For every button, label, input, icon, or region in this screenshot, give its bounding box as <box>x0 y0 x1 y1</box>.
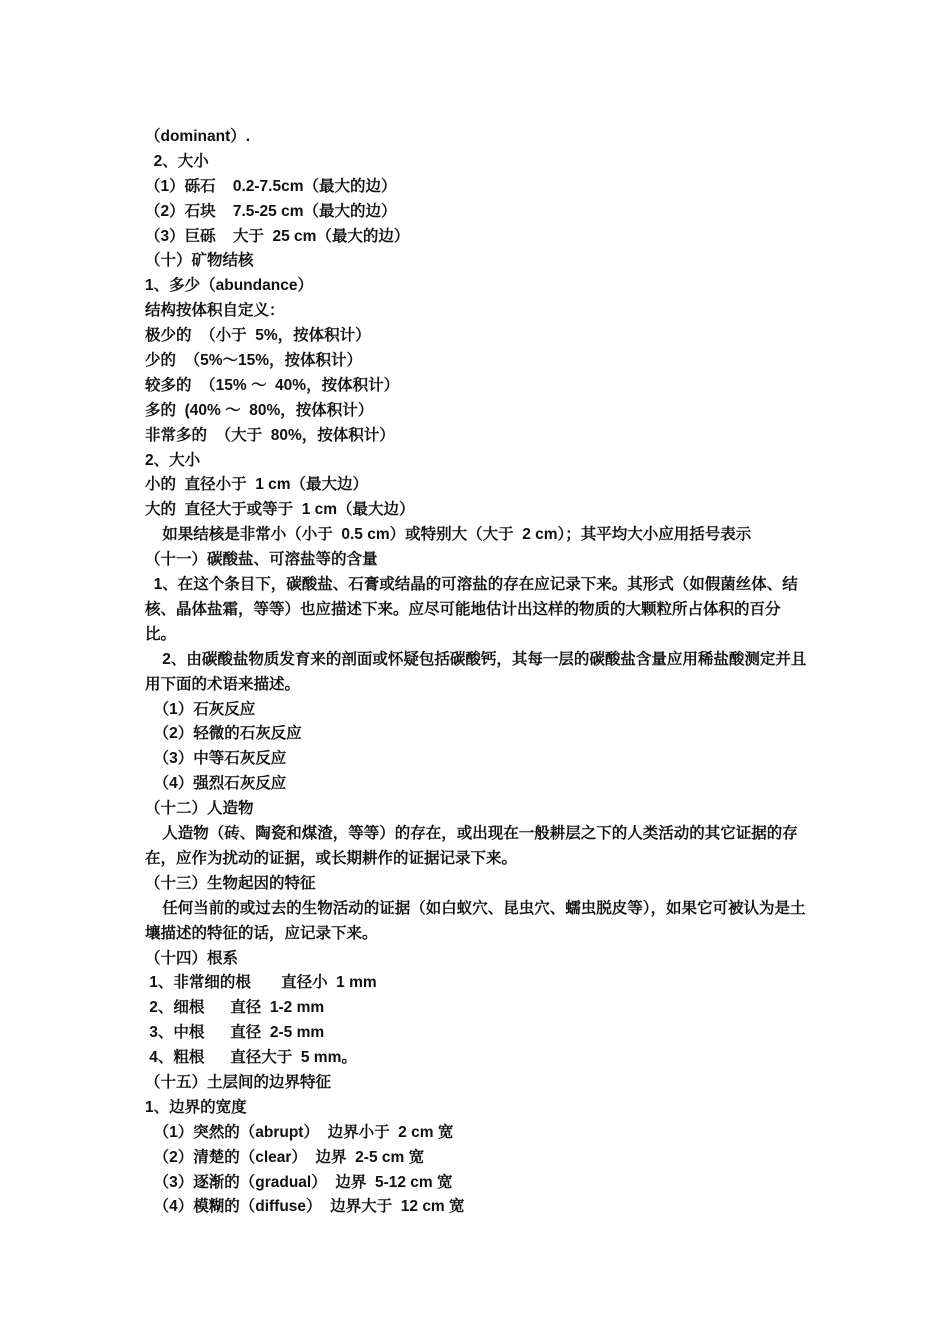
text-line: 1、多少（abundance） <box>145 277 313 295</box>
text-line: 非常多的 （大于 80%，按体积计） <box>145 426 395 444</box>
text-line: 如果结核是非常小（小于 0.5 cm）或特别大（大于 2 cm）；其平均大小应用括号表示 <box>145 526 752 544</box>
section-heading: （十二）人造物 <box>145 800 254 818</box>
document-body <box>145 125 810 1220</box>
text-line: （2）清楚的（clear） 边界 2-5 cm 宽 <box>145 1148 425 1166</box>
text-line: （3）逐渐的（gradual） 边界 5-12 cm 宽 <box>145 1173 453 1191</box>
text-line: 少的 （5%～15%，按体积计） <box>145 352 363 370</box>
section-heading: （十五）土层间的边界特征 <box>145 1073 332 1091</box>
text-line: 4、粗根 直径大于 5 mm。 <box>145 1049 357 1067</box>
text-line: （4）模糊的（diffuse） 边界大于 12 cm 宽 <box>145 1198 465 1216</box>
text-line: 极少的 （小于 5%，按体积计） <box>145 327 371 345</box>
text-line: 2、细根 直径 1-2 mm <box>145 999 325 1017</box>
text-line: （2）石块 7.5-25 cm（最大的边） <box>145 202 397 220</box>
text-line: 多的 (40% ～ 80%，按体积计） <box>145 401 374 419</box>
paragraph: 人造物（砖、陶瓷和煤渣，等等）的存在，或出现在一般耕层之下的人类活动的其它证据的存在，应作为扰动的证据，或长期耕作的证据记录下来。 <box>145 825 798 867</box>
text-line: 结构按体积自定义： <box>145 302 285 320</box>
text-line: 大的 直径大于或等于 1 cm（最大边） <box>145 501 415 519</box>
paragraph: 2、由碳酸盐物质发育来的剖面或怀疑包括碳酸钙，其每一层的碳酸盐含量应用稀盐酸测定并且用下面的术语来描述。 <box>145 650 807 693</box>
text-line: （2）轻微的石灰反应 <box>145 725 302 743</box>
paragraph: 1、在这个条目下，碳酸盐、石膏或结晶的可溶盐的存在应记录下来。其形式（如假菌丝体、结核、晶体盐霜，等等）也应描述下来。应尽可能地估计出这样的物质的大颗粒所占体积的百分比。 <box>145 576 798 643</box>
text-line: 1、边界的宽度 <box>145 1098 247 1116</box>
text-line: 1、非常细的根 直径小 1 mm <box>145 974 377 992</box>
text-line: （1）突然的（abrupt） 边界小于 2 cm 宽 <box>145 1123 454 1141</box>
text-line: （dominant）. <box>145 128 251 145</box>
text-line: （3）中等石灰反应 <box>145 750 287 768</box>
section-heading: （十四）根系 <box>145 949 239 967</box>
text-line: 2、大小 <box>145 451 201 469</box>
paragraph: 任何当前的或过去的生物活动的证据（如白蚁穴、昆虫穴、蠕虫脱皮等），如果它可被认为是土壤描述的特征的话，应记录下来。 <box>145 899 806 942</box>
text-line: （4）强烈石灰反应 <box>145 775 287 793</box>
text-line: 2、大小 <box>145 152 209 170</box>
text-line: 较多的 （15% ～ 40%，按体积计） <box>145 376 400 394</box>
text-line: 小的 直径小于 1 cm（最大边） <box>145 476 369 494</box>
text-line: （3）巨砾 大于 25 cm（最大的边） <box>145 227 410 245</box>
section-heading: （十一）碳酸盐、可溶盐等的含量 <box>145 551 378 569</box>
section-heading: （十三）生物起因的特征 <box>145 874 316 892</box>
section-heading: （十）矿物结核 <box>145 252 254 270</box>
text-line: （1）石灰反应 <box>145 700 256 718</box>
text-line: 3、中根 直径 2-5 mm <box>145 1024 325 1042</box>
text-line: （1）砾石 0.2-7.5cm（最大的边） <box>145 177 397 195</box>
